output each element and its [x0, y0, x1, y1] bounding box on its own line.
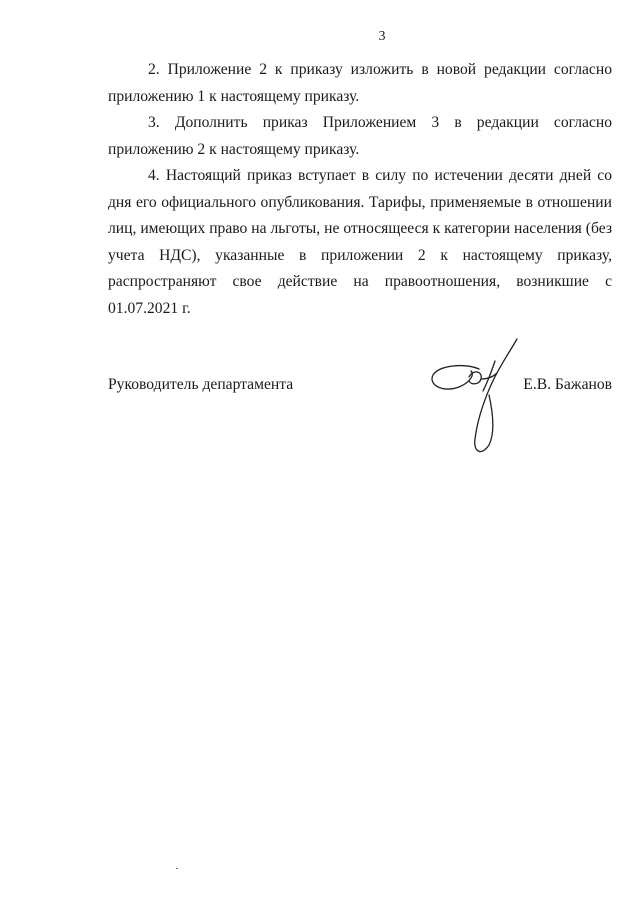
page-number: 3 — [378, 29, 386, 44]
paragraph-item-3: 3. Дополнить приказ Приложением 3 в редакции согласно приложению 2 к настоящему приказу. — [108, 114, 612, 158]
signatory-name: Е.В. Бажанов — [523, 376, 612, 393]
footer-mark — [176, 868, 178, 869]
signatory-role: Руководитель департамента — [108, 376, 294, 393]
signature-row — [108, 376, 612, 400]
paragraph-item-4: 4. Настоящий приказ вступает в силу по истечении десяти дней со дня его официального опубликования. Тарифы, применяемые в отношении лиц, имеющих право на льготы, не относящееся к категории населения (без учета НДС), указанные в приложении 2 к настоящему приказу, распространяют свое действие на правоотношения, возникшие с 01.07.2021 г. — [108, 167, 612, 317]
paragraph-item-2: 2. Приложение 2 к приказу изложить в новой редакции согласно приложению 1 к настоящему приказу. — [108, 61, 612, 105]
document-body — [108, 57, 612, 322]
